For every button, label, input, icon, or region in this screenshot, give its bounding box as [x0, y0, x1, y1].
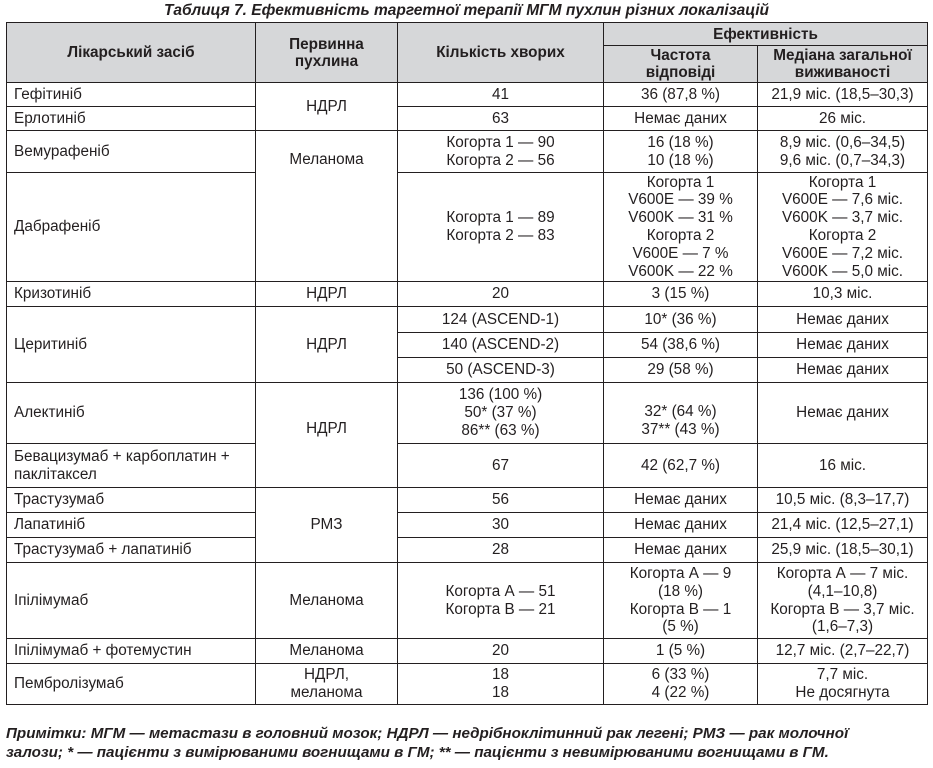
- survival-cell: 21,9 міс. (18,5–30,3): [758, 83, 928, 107]
- table-row-vemurafenib: [7, 131, 928, 173]
- response-cell: 32* (64 %) 37** (43 %): [604, 383, 758, 444]
- survival-cell: 10,5 міс. (8,3–17,7): [758, 488, 928, 513]
- survival-cell: Немає даних: [758, 383, 928, 444]
- table-row-trastuzumab-lapatinib: [7, 538, 928, 563]
- table-row-crizotinib: [7, 282, 928, 307]
- table-caption: Таблиця 7. Ефективність таргетної терапії МГМ пухлин різних локалізацій: [163, 2, 770, 19]
- patients-cell: 136 (100 %) 50* (37 %) 86** (63 %): [398, 383, 604, 444]
- response-cell: 42 (62,7 %): [604, 444, 758, 488]
- drug-cell: Церитиніб: [7, 307, 256, 383]
- response-cell: 36 (87,8 %): [604, 83, 758, 107]
- table-notes: [6, 724, 927, 762]
- patients-cell: Когорта А — 51 Когорта В — 21: [398, 563, 604, 639]
- survival-cell: 7,7 міс. Не досягнута: [758, 664, 928, 705]
- header-drug: Лікарський засіб: [7, 23, 256, 83]
- survival-cell: 21,4 міс. (12,5–27,1): [758, 513, 928, 538]
- drug-cell: Трастузумаб + лапатиніб: [7, 538, 256, 563]
- response-cell: Немає даних: [604, 538, 758, 563]
- drug-cell: Трастузумаб: [7, 488, 256, 513]
- survival-cell: Немає даних: [758, 358, 928, 383]
- response-cell: Немає даних: [604, 107, 758, 131]
- response-cell: 6 (33 %) 4 (22 %): [604, 664, 758, 705]
- survival-cell: Немає даних: [758, 307, 928, 333]
- patients-cell: 18 18: [398, 664, 604, 705]
- survival-cell: 25,9 міс. (18,5–30,1): [758, 538, 928, 563]
- survival-cell: Когорта А — 7 міс. (4,1–10,8) Когорта В — 3,7 міс. (1,6–7,3): [758, 563, 928, 639]
- header-response-rate: Частота відповіді: [604, 46, 758, 83]
- drug-cell: Іпілімумаб: [7, 563, 256, 639]
- response-cell: Когорта А — 9 (18 %) Когорта В — 1 (5 %): [604, 563, 758, 639]
- response-cell: Немає даних: [604, 488, 758, 513]
- patients-cell: 63: [398, 107, 604, 131]
- drug-cell: Кризотиніб: [7, 282, 256, 307]
- table-row-trastuzumab: [7, 488, 928, 513]
- response-cell: 16 (18 %) 10 (18 %): [604, 131, 758, 173]
- table-row-bevacizumab: [7, 444, 928, 488]
- table-row-erlotinib: [7, 107, 928, 131]
- header-median-survival: Медіана загальної виживаності: [758, 46, 928, 83]
- survival-cell: 8,9 міс. (0,6–34,5) 9,6 міс. (0,7–34,3): [758, 131, 928, 173]
- response-cell: 1 (5 %): [604, 639, 758, 664]
- tumor-cell: НДРЛ: [256, 383, 398, 488]
- response-cell: 29 (58 %): [604, 358, 758, 383]
- table-row-gefitinib: [7, 83, 928, 107]
- table-row-ceritinib: [7, 307, 928, 333]
- patients-cell: 20: [398, 639, 604, 664]
- header-efficacy: Ефективність: [604, 23, 928, 46]
- notes-line-2: залози; * — пацієнти з вимірюваними вогнищами в ГМ; ** — пацієнти з невимірюваними вогнищами в ГМ.: [6, 744, 829, 761]
- tumor-cell: НДРЛ: [256, 307, 398, 383]
- therapy-efficacy-table: [6, 22, 928, 705]
- drug-cell: Іпілімумаб + фотемустин: [7, 639, 256, 664]
- patients-cell: Когорта 1 — 90 Когорта 2 — 56: [398, 131, 604, 173]
- tumor-cell: Меланома: [256, 639, 398, 664]
- drug-cell: Дабрафеніб: [7, 173, 256, 282]
- patients-cell: 41: [398, 83, 604, 107]
- response-cell: 3 (15 %): [604, 282, 758, 307]
- header-patients: Кількість хворих: [398, 23, 604, 83]
- survival-cell: Когорта 1 V600E — 7,6 міс. V600K — 3,7 міс. Когорта 2 V600E — 7,2 міс. V600K — 5,0 міс.: [758, 173, 928, 282]
- survival-cell: 16 міс.: [758, 444, 928, 488]
- response-cell: 54 (38,6 %): [604, 333, 758, 358]
- header-primary-tumor: Первинна пухлина: [256, 23, 398, 83]
- table-row-alectinib: [7, 383, 928, 444]
- drug-cell: Вемурафеніб: [7, 131, 256, 173]
- drug-cell: Пембролізумаб: [7, 664, 256, 705]
- survival-cell: 10,3 міс.: [758, 282, 928, 307]
- tumor-cell: НДРЛ, меланома: [256, 664, 398, 705]
- survival-cell: 26 міс.: [758, 107, 928, 131]
- tumor-cell: Меланома: [256, 563, 398, 639]
- survival-cell: 12,7 міс. (2,7–22,7): [758, 639, 928, 664]
- patients-cell: 124 (ASCEND-1): [398, 307, 604, 333]
- patients-cell: 28: [398, 538, 604, 563]
- response-cell: Немає даних: [604, 513, 758, 538]
- patients-cell: 56: [398, 488, 604, 513]
- notes-line-1: Примітки: МГМ — метастази в головний мозок; НДРЛ — недрібноклітинний рак легені; РМЗ — рак молочної: [6, 725, 849, 742]
- response-cell: Когорта 1 V600E — 39 % V600K — 31 % Когорта 2 V600E — 7 % V600K — 22 %: [604, 173, 758, 282]
- response-cell: 10* (36 %): [604, 307, 758, 333]
- table-row-lapatinib: [7, 513, 928, 538]
- drug-cell: Ерлотиніб: [7, 107, 256, 131]
- patients-cell: 50 (ASCEND-3): [398, 358, 604, 383]
- drug-cell: Алектиніб: [7, 383, 256, 444]
- tumor-cell: РМЗ: [256, 488, 398, 563]
- patients-cell: 140 (ASCEND-2): [398, 333, 604, 358]
- drug-cell: Гефітиніб: [7, 83, 256, 107]
- tumor-cell: НДРЛ: [256, 83, 398, 131]
- table-row-ipilimumab: [7, 563, 928, 639]
- table-row-ipilimumab-fotemustine: [7, 639, 928, 664]
- patients-cell: 20: [398, 282, 604, 307]
- tumor-cell: Меланома: [256, 131, 398, 282]
- table-row-pembrolizumab: [7, 664, 928, 705]
- drug-cell: Лапатиніб: [7, 513, 256, 538]
- table-row-dabrafenib: [7, 173, 928, 282]
- tumor-cell: НДРЛ: [256, 282, 398, 307]
- drug-cell: Бевацизумаб + карбоплатин + паклітаксел: [7, 444, 256, 488]
- patients-cell: Когорта 1 — 89 Когорта 2 — 83: [398, 173, 604, 282]
- survival-cell: Немає даних: [758, 333, 928, 358]
- patients-cell: 30: [398, 513, 604, 538]
- patients-cell: 67: [398, 444, 604, 488]
